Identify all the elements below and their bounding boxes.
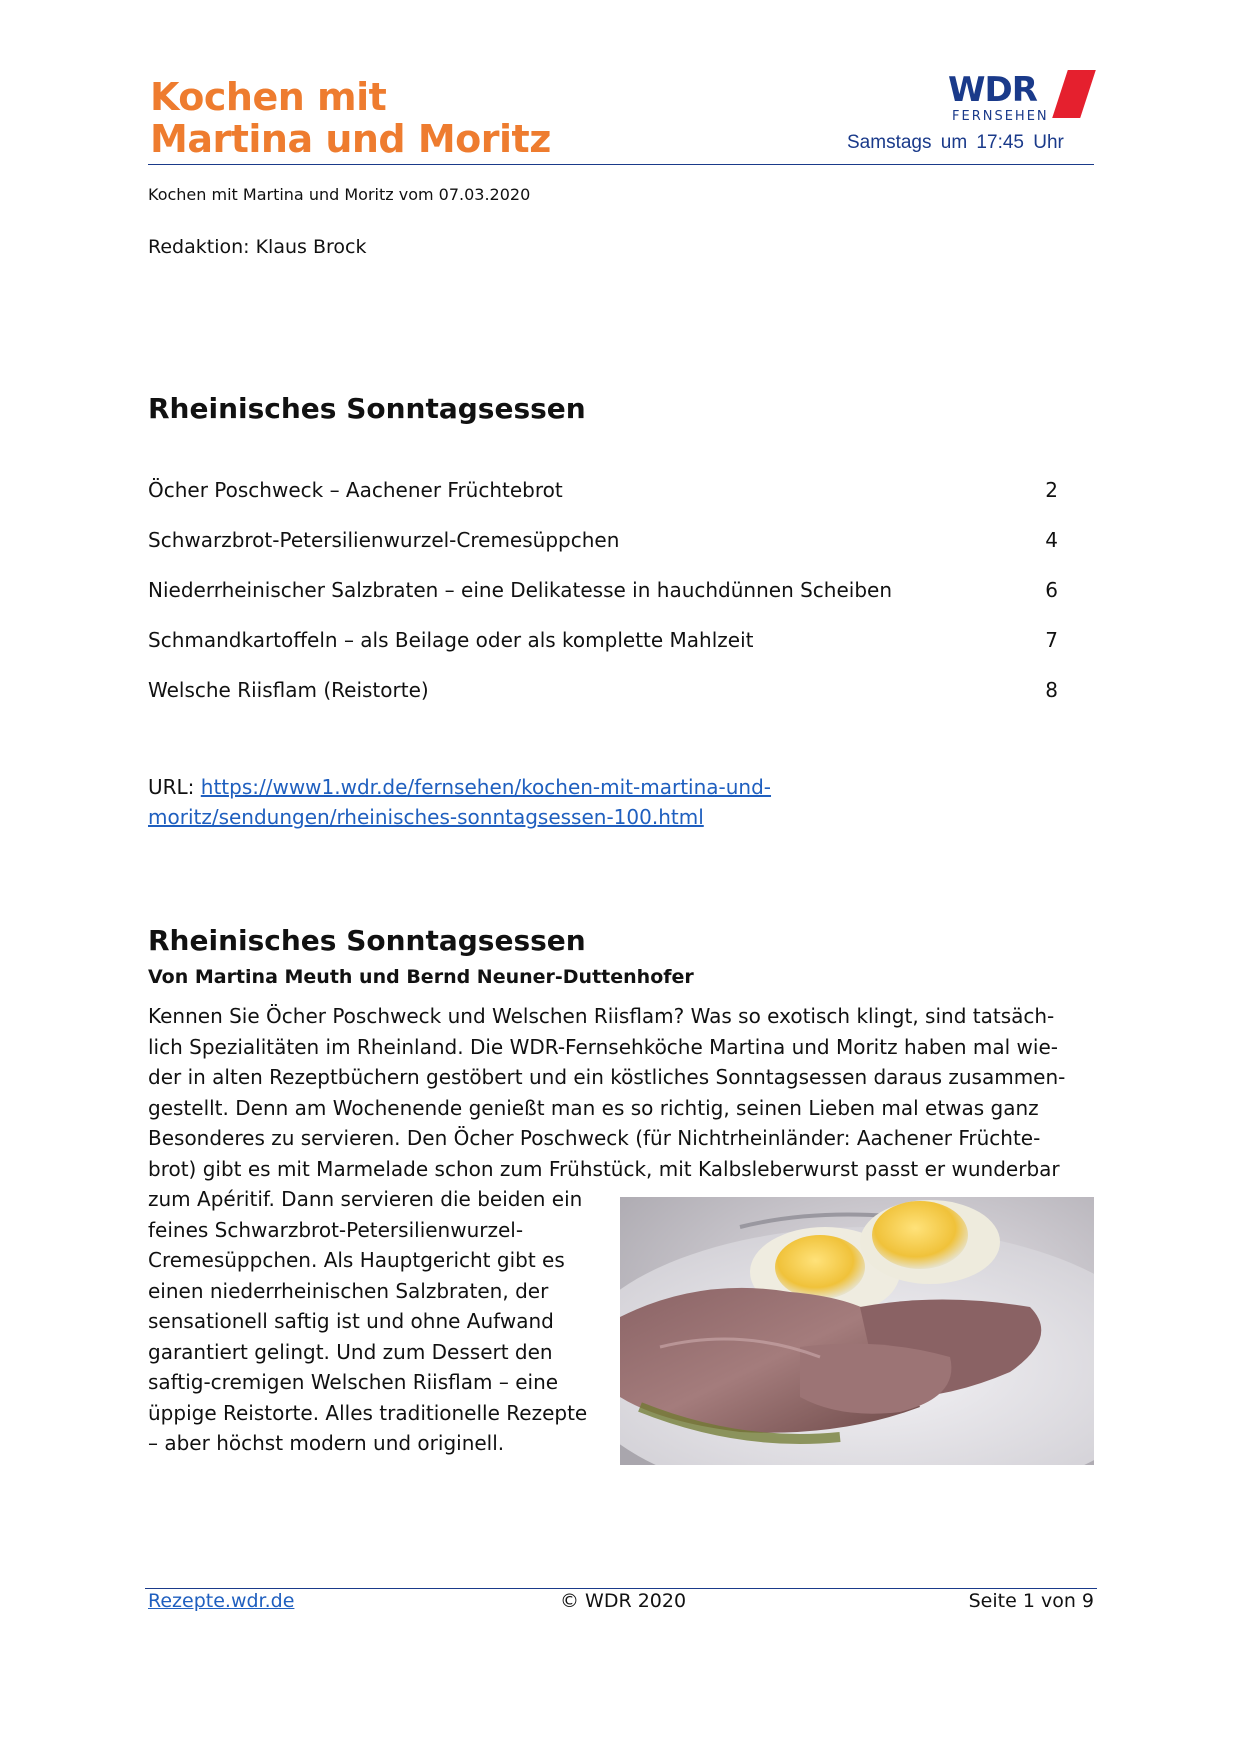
episode-date: Kochen mit Martina und Moritz vom 07.03.2020 — [148, 185, 531, 204]
article-author: Von Martina Meuth und Bernd Neuner-Duttenhofer — [148, 966, 694, 988]
source-url-link[interactable] — [148, 775, 771, 829]
toc-item-title: Niederrheinischer Salzbraten – eine Delikatesse in hauchdünnen Scheiben — [148, 578, 893, 602]
body-line: gestellt. Denn am Wochenende genießt man es so richtig, seinen Lieben mal etwas ganz — [148, 1095, 1039, 1120]
footer-page-number: Seite 1 von 9 — [968, 1590, 1094, 1612]
article-intro — [148, 1001, 1088, 1184]
url-label: URL: — [148, 775, 201, 799]
toc-item-title: Schwarzbrot-Petersilienwurzel-Cremesüppchen — [148, 528, 620, 552]
body-line: Kennen Sie Öcher Poschweck und Welschen Riisflam? Was so exotisch klingt, sind tatsäch- — [148, 1004, 1055, 1028]
article-heading: Rheinisches Sonntagsessen — [148, 924, 586, 957]
body-line: garantiert gelingt. Und zum Dessert den — [148, 1339, 553, 1364]
body-line: Cremesüppchen. Als Hauptgericht gibt es — [148, 1248, 565, 1272]
url-link-line2: moritz/sendungen/rheinisches-sonntagsessen-100.html — [148, 805, 704, 829]
table-of-contents — [148, 478, 1058, 728]
dish-photo — [620, 1197, 1094, 1465]
toc-item-page: 8 — [1045, 678, 1058, 702]
toc-item[interactable] — [148, 528, 1058, 578]
editorial-credit: Redaktion: Klaus Brock — [148, 236, 367, 258]
broadcast-time: Samstags um 17:45 Uhr — [847, 132, 1064, 153]
body-line: der in alten Rezeptbüchern gestöbert und ein köstliches Sonntagsessen daraus zusammen- — [148, 1065, 1066, 1089]
source-url — [148, 772, 1068, 832]
toc-item[interactable] — [148, 578, 1058, 628]
body-line: lich Spezialitäten im Rheinland. Die WDR-Fernsehköche Martina und Moritz haben mal wie- — [148, 1034, 1058, 1059]
body-line: – aber höchst modern und originell. — [148, 1431, 505, 1455]
body-line: feines Schwarzbrot-Petersilienwurzel- — [148, 1217, 524, 1242]
show-title-line1: Kochen mit — [150, 75, 387, 119]
toc-item-title: Öcher Poschweck – Aachener Früchtebrot — [148, 478, 563, 502]
body-line: Besonderes zu servieren. Den Öcher Poschweck (für Nichtrheinländer: Aachener Früchte- — [148, 1126, 1041, 1150]
show-title-line2: Martina und Moritz — [150, 117, 551, 161]
toc-item[interactable] — [148, 628, 1058, 678]
toc-item[interactable] — [148, 478, 1058, 528]
body-line: einen niederrheinischen Salzbraten, der — [148, 1278, 549, 1303]
article-body-beside-photo — [148, 1184, 608, 1459]
wdr-logo-slash-icon — [1052, 70, 1096, 118]
toc-heading: Rheinisches Sonntagsessen — [148, 392, 586, 425]
wdr-logo-text: WDR — [948, 70, 1037, 110]
wdr-fernsehen-logo — [948, 68, 1098, 128]
toc-item-page: 2 — [1045, 478, 1058, 502]
body-line: brot) gibt es mit Marmelade schon zum Frühstück, mit Kalbsleberwurst passt er wunderbar — [148, 1156, 1060, 1181]
url-link-line1: https://www1.wdr.de/fernsehen/kochen-mit-martina-und- — [200, 775, 772, 799]
body-line: sensationell saftig ist und ohne Aufwand — [148, 1309, 554, 1333]
dish-photo-image — [620, 1197, 1094, 1465]
toc-item-title: Schmandkartoffeln – als Beilage oder als komplette Mahlzeit — [148, 628, 754, 652]
header-divider — [148, 164, 1094, 165]
body-line: zum Apéritif. Dann servieren die beiden ein — [148, 1187, 583, 1211]
toc-item-page: 6 — [1045, 578, 1058, 602]
body-line: saftig-cremigen Welschen Riisflam – eine — [148, 1370, 559, 1394]
show-logo-title — [150, 76, 551, 160]
toc-item-page: 4 — [1045, 528, 1058, 552]
toc-item[interactable] — [148, 678, 1058, 728]
wdr-logo-subtitle: FERNSEHEN — [952, 109, 1049, 124]
body-line: üppige Reistorte. Alles traditionelle Rezepte — [148, 1400, 588, 1425]
footer-divider — [145, 1588, 1097, 1589]
toc-item-page: 7 — [1045, 628, 1058, 652]
footer-copyright: © WDR 2020 — [560, 1590, 687, 1612]
toc-item-title: Welsche Riisflam (Reistorte) — [148, 678, 429, 702]
footer-site-link[interactable]: Rezepte.wdr.de — [148, 1590, 295, 1612]
